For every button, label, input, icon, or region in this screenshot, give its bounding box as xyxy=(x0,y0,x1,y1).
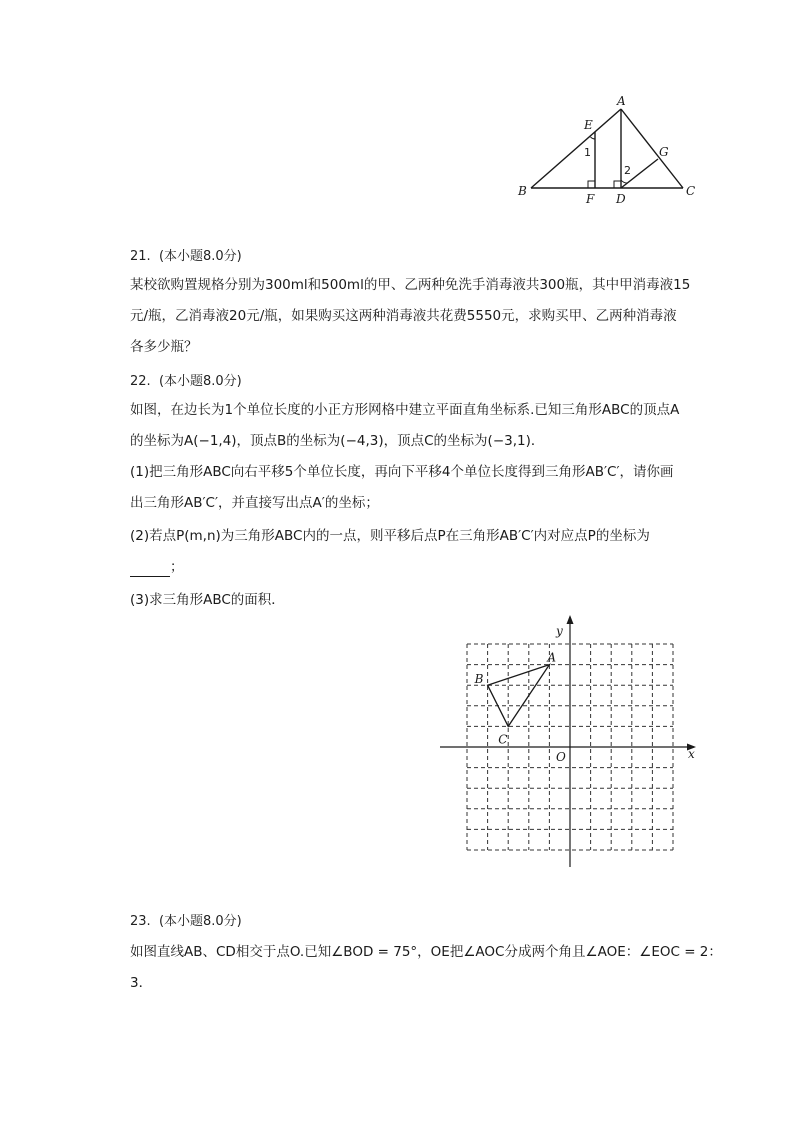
q22-line-3: (1)把三角形ABC向右平移5个单位长度，再向下平移4个单位长度得到三角形AB′C′，请你画 xyxy=(130,464,674,480)
angle-mark-2 xyxy=(621,180,627,183)
triangle-figure xyxy=(512,92,702,204)
q21-line-2: 元/瓶，乙消毒液20元/瓶，如果购买这两种消毒液共花费5550元，求购买甲、乙两种消毒液 xyxy=(130,308,677,324)
q22-line-4: 出三角形AB′C′，并直接写出点A′的坐标； xyxy=(130,495,379,511)
right-angle-mark-F xyxy=(588,181,595,188)
q23-line-1: 如图直线AB、CD相交于点O.已知∠BOD = 75°，OE把∠AOC分成两个角且∠AOE：∠EOC = 2： xyxy=(130,944,722,960)
q21-heading: 21. (本小题8.0分) xyxy=(130,249,242,264)
label-F: F xyxy=(586,192,595,204)
right-angle-mark-D xyxy=(614,181,621,188)
triangle-outline xyxy=(488,665,550,727)
label-D: D xyxy=(616,192,626,204)
q22-answer-line xyxy=(130,557,184,577)
answer-suffix: ； xyxy=(170,559,184,575)
label-G: G xyxy=(659,145,669,159)
angle-label-1: 1 xyxy=(584,146,591,159)
angle-label-2: 2 xyxy=(624,164,631,177)
q22-line-6: (3)求三角形ABC的面积． xyxy=(130,592,285,608)
answer-blank[interactable] xyxy=(130,562,170,577)
origin-label: O xyxy=(556,750,566,764)
label-B: B xyxy=(518,184,527,198)
x-axis-label: x xyxy=(688,747,695,761)
coordinate-grid-figure xyxy=(436,613,700,871)
y-axis-arrow xyxy=(567,615,574,624)
point-A-label: A xyxy=(547,650,557,665)
q22-line-1: 如图，在边长为1个单位长度的小正方形网格中建立平面直角坐标系.已知三角形ABC的顶点A xyxy=(130,402,680,418)
point-B-label: B xyxy=(474,672,484,687)
triangle-ABC xyxy=(488,665,550,727)
q22-line-2: 的坐标为A(−1,4)，顶点B的坐标为(−4,3)，顶点C的坐标为(−3,1)． xyxy=(130,433,545,449)
q23-heading: 23. (本小题8.0分) xyxy=(130,914,242,929)
point-C-label: C xyxy=(498,732,508,747)
label-C: C xyxy=(686,184,696,198)
q22-heading: 22. (本小题8.0分) xyxy=(130,374,242,389)
y-axis-label: y xyxy=(556,624,563,638)
q22-line-5: (2)若点P(m,n)为三角形ABC内的一点，则平移后点P在三角形AB′C′内对应点P的坐标为 xyxy=(130,528,650,544)
q23-line-2: 3． xyxy=(130,975,153,991)
label-A: A xyxy=(617,94,626,108)
q21-line-1: 某校欲购置规格分别为300ml和500ml的甲、乙两种免洗手消毒液共300瓶，其中甲消毒液15 xyxy=(130,277,691,293)
label-E: E xyxy=(584,118,593,132)
segment-AB xyxy=(531,109,621,188)
q21-line-3: 各多少瓶？ xyxy=(130,339,198,355)
